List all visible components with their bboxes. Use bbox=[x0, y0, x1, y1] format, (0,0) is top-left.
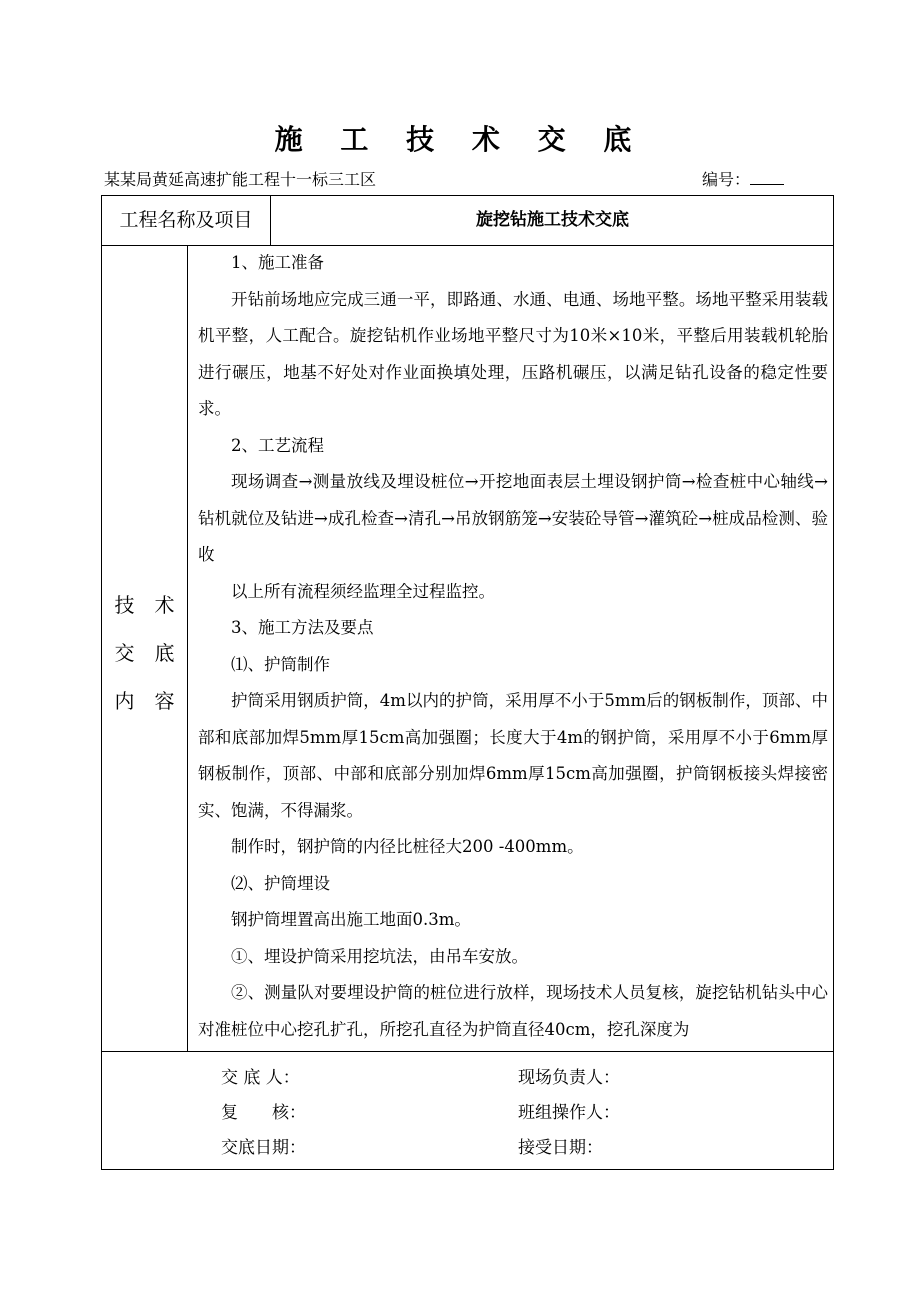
process-flow: 现场调查→测量放线及埋设桩位→开挖地面表层土埋设钢护筒→检查桩中心轴线→钻机就位及钻进→成孔检查→清孔→吊放钢筋笼→安装砼导管→灌筑砼→桩成品检测、验收 bbox=[198, 472, 828, 564]
paragraph: 钢护筒埋置高出施工地面0.3m。 bbox=[231, 910, 471, 929]
serial-label: 编号： bbox=[702, 170, 751, 189]
paragraph: 护筒采用钢质护筒，4m以内的护筒，采用厚不小于5mm后的钢板制作，顶部、中部和底部加焊5mm厚15cm高加强圈；长度大于4m的钢护筒，采用厚不小于6mm厚钢板制作，顶部、中部和底部分别加焊6mm厚15cm高加强圈，护筒钢板接头焊接密实、饱满，不得漏浆。 bbox=[198, 691, 828, 820]
receive-date-field: 接受日期： bbox=[518, 1138, 603, 1158]
project-name-value: 旋挖钻施工技术交底 bbox=[476, 210, 629, 230]
paragraph: 开钻前场地应完成三通一平，即路通、水通、电通、场地平整。场地平整采用装载机平整，人工配合。旋挖钻机作业场地平整尺寸为10米×10米，平整后用装载机轮胎进行碾压，地基不好处对作业面换填处理，压路机碾压，以满足钻孔设备的稳定性要求。 bbox=[198, 289, 828, 418]
paragraph: 制作时，钢护筒的内径比桩径大200 -400mm。 bbox=[231, 837, 584, 856]
subsection-heading: ⑵、护筒埋设 bbox=[231, 873, 330, 893]
section-heading: 1、施工准备 bbox=[231, 253, 324, 272]
paragraph: ①、埋设护筒采用挖坑法，由吊车安放。 bbox=[231, 946, 528, 966]
side-label-line: 内 容 bbox=[114, 689, 175, 713]
site-manager-field: 现场负责人： bbox=[518, 1068, 620, 1088]
disclosure-table bbox=[101, 195, 834, 1170]
team-operator-field: 班组操作人： bbox=[518, 1103, 620, 1123]
section-heading: 3、施工方法及要点 bbox=[231, 618, 374, 637]
divider bbox=[270, 196, 271, 245]
serial-blank bbox=[750, 170, 784, 185]
divider bbox=[102, 1051, 833, 1052]
paragraph: 以上所有流程须经监理全过程监控。 bbox=[231, 581, 495, 601]
document-title: 施 工 技 术 交 底 bbox=[274, 123, 646, 156]
subsection-heading: ⑴、护筒制作 bbox=[231, 654, 330, 674]
side-label-line: 技 术 bbox=[114, 593, 175, 617]
technical-content-body bbox=[198, 245, 828, 1050]
section-heading: 2、工艺流程 bbox=[231, 435, 324, 455]
side-label-line: 交 底 bbox=[114, 641, 175, 665]
organization-name: 某某局黄延高速扩能工程十一标三工区 bbox=[104, 170, 377, 189]
discloser-field: 交 底 人： bbox=[221, 1068, 300, 1088]
divider bbox=[187, 245, 188, 1051]
paragraph: ②、测量队对要埋设护筒的桩位进行放样，现场技术人员复核，旋挖钻机钻头中心对准桩位中心挖孔扩孔，所挖孔直径为护筒直径40cm，挖孔深度为 bbox=[198, 983, 828, 1039]
project-name-label: 工程名称及项目 bbox=[119, 209, 253, 231]
disclose-date-field: 交底日期： bbox=[221, 1138, 306, 1158]
serial-number bbox=[702, 167, 784, 190]
technical-content-label bbox=[102, 581, 187, 725]
reviewer-field: 复 核： bbox=[221, 1103, 306, 1123]
